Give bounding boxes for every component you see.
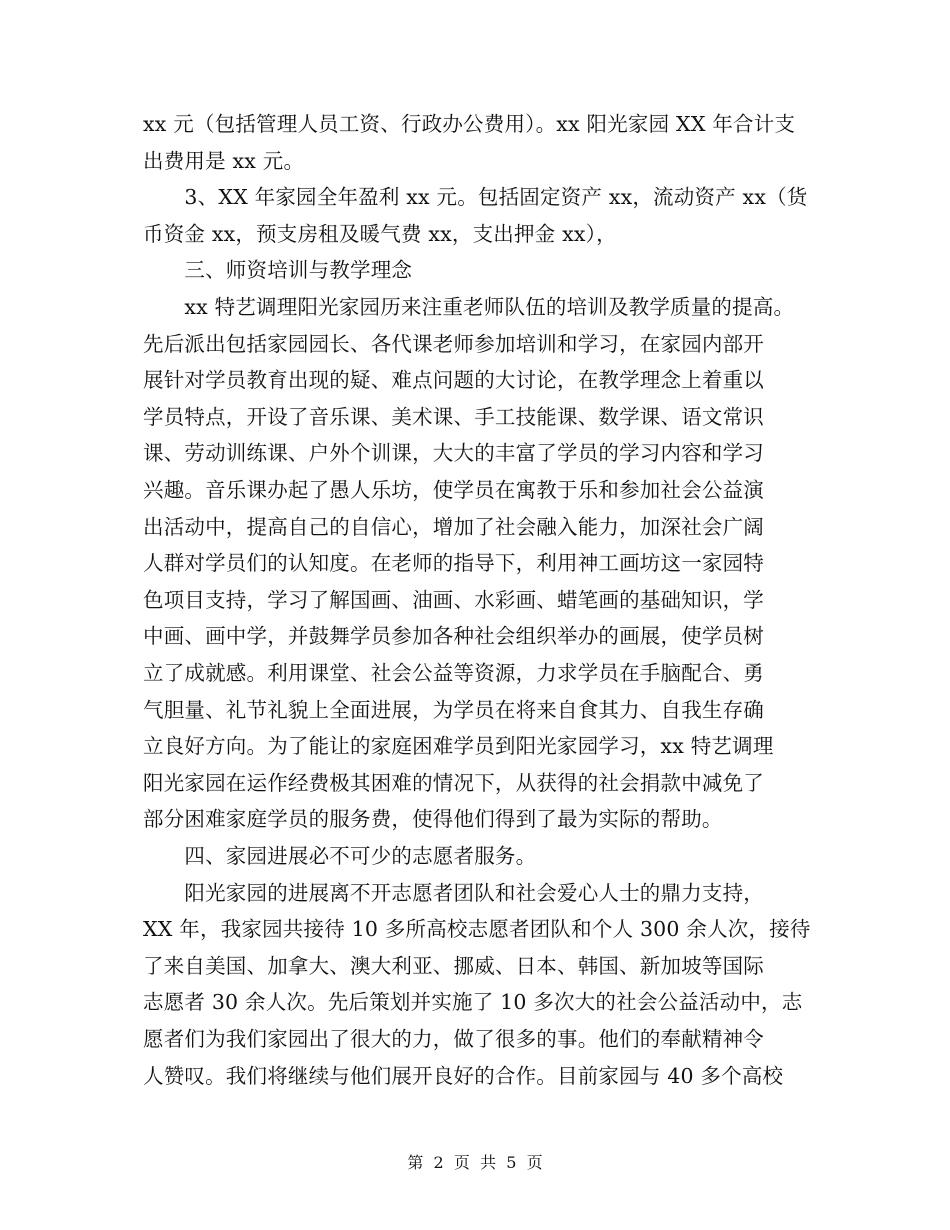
text-line: 阳光家园的进展离不开志愿者团队和社会爱心人士的鼎力支持，: [143, 880, 764, 905]
text-line: 兴趣。音乐课办起了愚人乐坊，使学员在寓教于乐和参加社会公益演: [143, 478, 764, 502]
text-line: 气胆量、礼节礼貌上全面进展，为学员在将来自食其力、自我生存确: [143, 697, 764, 722]
text-line: 人群对学员们的认知度。在老师的指导下，利用神工画坊这一家园特: [143, 551, 764, 576]
text-line: 币资金 xx，预支房租及暖气费 xx，支出押金 xx），: [143, 221, 617, 246]
text-line: 了来自美国、加拿大、澳大利亚、挪威、日本、韩国、新加坡等国际: [143, 953, 764, 978]
text-line: 色项目支持，学习了解国画、油画、水彩画、蜡笔画的基础知识，学: [143, 587, 764, 612]
text-line: 志愿者 30 余人次。先后策划并实施了 10 多次大的社会公益活动中，志: [143, 990, 803, 1015]
text-line: 课、劳动训练课、户外个训课，大大的丰富了学员的学习内容和学习: [143, 441, 764, 466]
text-line: 阳光家园在运作经费极其困难的情况下，从获得的社会捐款中减免了: [143, 770, 764, 795]
page-footer: 第 2 页 共 5 页: [407, 1153, 543, 1172]
text-line: 立良好方向。为了能让的家庭困难学员到阳光家园学习，xx 特艺调理: [143, 734, 774, 759]
text-line: 3、XX 年家园全年盈利 xx 元。包括固定资产 xx，流动资产 xx（货: [143, 185, 808, 210]
text-line: 人赞叹。我们将继续与他们展开良好的合作。目前家园与 40 多个高校: [143, 1063, 784, 1088]
text-line: xx 元（包括管理人员工资、行政办公费用）。xx 阳光家园 XX 年合计支: [143, 112, 796, 136]
text-line: 中画、画中学，并鼓舞学员参加各种社会组织举办的画展，使学员树: [143, 624, 764, 649]
text-line: xx 特艺调理阳光家园历来注重老师队伍的培训及教学质量的提高。: [143, 295, 795, 319]
text-line: 先后派出包括家园园长、各代课老师参加培训和学习，在家园内部开: [143, 331, 764, 356]
text-line: 立了成就感。利用课堂、社会公益等资源，力求学员在手脑配合、勇: [143, 661, 764, 685]
text-line: 四、家园进展必不可少的志愿者服务。: [143, 844, 537, 868]
text-line: 部分困难家庭学员的服务费，使得他们得到了最为实际的帮助。: [143, 807, 723, 832]
text-line: 学员特点，开设了音乐课、美术课、手工技能课、数学课、语文常识: [143, 404, 764, 429]
text-line: 三、师资培训与教学理念: [143, 258, 413, 283]
text-line: XX 年，我家园共接待 10 多所高校志愿者团队和个人 300 余人次，接待: [143, 917, 811, 942]
text-line: 愿者们为我们家园出了很大的力，做了很多的事。他们的奉献精神令: [143, 1027, 764, 1051]
text-line: 出费用是 xx 元。: [143, 148, 305, 173]
text-line: 出活动中，提高自己的自信心，增加了社会融入能力，加深社会广阔: [143, 514, 764, 539]
text-line: 展针对学员教育出现的疑、难点问题的大讨论，在教学理念上着重以: [143, 368, 764, 393]
